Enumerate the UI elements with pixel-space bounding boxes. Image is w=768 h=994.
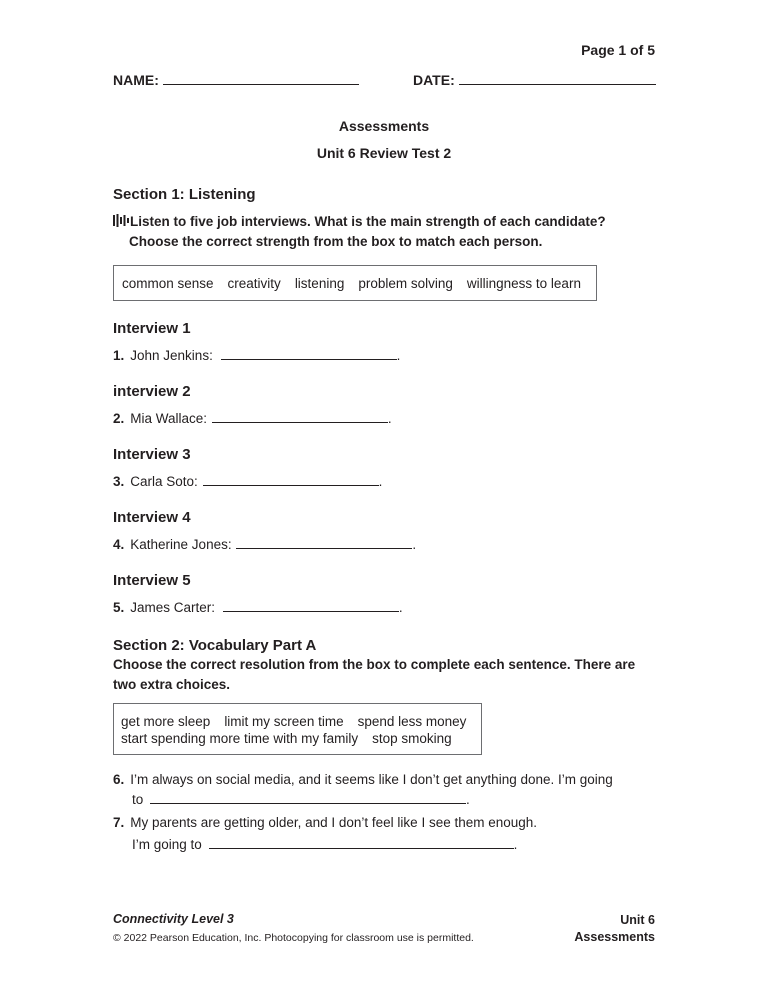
- answer-blank[interactable]: [221, 345, 397, 360]
- word-box-item: stop smoking: [372, 731, 452, 746]
- question-number: 5.: [113, 600, 125, 615]
- page-subtitle: Unit 6 Review Test 2: [316, 145, 452, 161]
- word-box-item: willingness to learn: [466, 276, 581, 291]
- question-label: John Jenkins:: [130, 348, 213, 363]
- copyright-notice: © 2022 Pearson Education, Inc. Photocopying for classroom use is permitted.: [113, 932, 474, 944]
- question-number: 1.: [113, 348, 125, 363]
- answer-blank[interactable]: [150, 789, 466, 804]
- question-label: James Carter:: [130, 600, 216, 615]
- question-text: I’m always on social media, and it seems like I don’t get anything done. I’m going: [130, 772, 613, 787]
- question-row: 3. Carla Soto: .: [113, 471, 382, 489]
- page-title: Assessments: [338, 118, 430, 134]
- word-box-item: spend less money: [357, 714, 467, 729]
- date-blank[interactable]: [459, 70, 656, 85]
- word-box-item: creativity: [227, 276, 281, 291]
- interview-heading: Interview 1: [113, 320, 191, 337]
- date-label: DATE:: [413, 72, 455, 88]
- question-number: 6.: [113, 772, 125, 787]
- word-box-item: get more sleep: [121, 714, 211, 729]
- instruction-line-2: Choose the correct strength from the box to match each person.: [129, 234, 543, 249]
- page-number: Page 1 of 5: [581, 42, 655, 58]
- answer-blank[interactable]: [212, 408, 388, 423]
- word-box-item: start spending more time with my family: [121, 731, 359, 746]
- question-number: 3.: [113, 474, 125, 489]
- word-box-strengths: [113, 265, 597, 301]
- interview-heading: interview 2: [113, 383, 191, 400]
- section-2-instructions: [113, 655, 635, 695]
- interview-heading: Interview 4: [113, 509, 191, 526]
- question-row: 2. Mia Wallace: .: [113, 408, 392, 426]
- question-number: 4.: [113, 537, 125, 552]
- answer-blank[interactable]: [209, 834, 514, 849]
- question-row: 7. My parents are getting older, and I don’t feel like I see them enough. I’m going to .: [113, 815, 538, 852]
- word-box-item: problem solving: [358, 276, 453, 291]
- question-text-cont: I’m going to: [132, 837, 202, 852]
- question-row: 5. James Carter: .: [113, 597, 403, 615]
- name-field-row: [113, 70, 359, 88]
- question-label: Katherine Jones:: [130, 537, 232, 552]
- instruction-line-1: Choose the correct resolution from the box to complete each sentence. There are: [113, 657, 636, 672]
- word-box-resolutions: [113, 703, 482, 755]
- audio-icon[interactable]: [113, 213, 129, 226]
- section-1-title: Section 1: Listening: [113, 186, 256, 203]
- word-box-item: common sense: [122, 276, 214, 291]
- question-row: 6. I’m always on social media, and it seems like I don’t get anything done. I’m going to .: [113, 772, 613, 807]
- series-name: Connectivity Level 3: [113, 912, 234, 926]
- question-text-cont: to: [132, 792, 144, 807]
- question-text: My parents are getting older, and I don’t feel like I see them enough.: [130, 815, 538, 830]
- answer-blank[interactable]: [223, 597, 399, 612]
- answer-blank[interactable]: [236, 534, 412, 549]
- interview-heading: Interview 5: [113, 572, 191, 589]
- word-box-item: limit my screen time: [224, 714, 344, 729]
- date-field-row: [413, 70, 656, 88]
- instruction-line-1: Listen to five job interviews. What is the main strength of each candidate?: [130, 214, 606, 229]
- section-1-instructions: [113, 212, 606, 252]
- footer-assessments: Assessments: [574, 930, 655, 944]
- word-box-item: listening: [294, 276, 345, 291]
- question-number: 2.: [113, 411, 125, 426]
- question-label: Mia Wallace:: [130, 411, 208, 426]
- footer-left: [113, 912, 474, 944]
- question-label: Carla Soto:: [130, 474, 198, 489]
- question-row: 1. John Jenkins: .: [113, 345, 400, 363]
- instruction-line-2: two extra choices.: [113, 677, 231, 692]
- name-label: NAME:: [113, 72, 159, 88]
- section-2-title: Section 2: Vocabulary Part A: [113, 637, 317, 654]
- answer-blank[interactable]: [203, 471, 379, 486]
- question-row: 4. Katherine Jones: .: [113, 534, 416, 552]
- footer-right: [574, 912, 655, 946]
- question-number: 7.: [113, 815, 125, 830]
- footer-unit: Unit 6: [620, 913, 655, 927]
- name-blank[interactable]: [163, 70, 359, 85]
- interview-heading: Interview 3: [113, 446, 191, 463]
